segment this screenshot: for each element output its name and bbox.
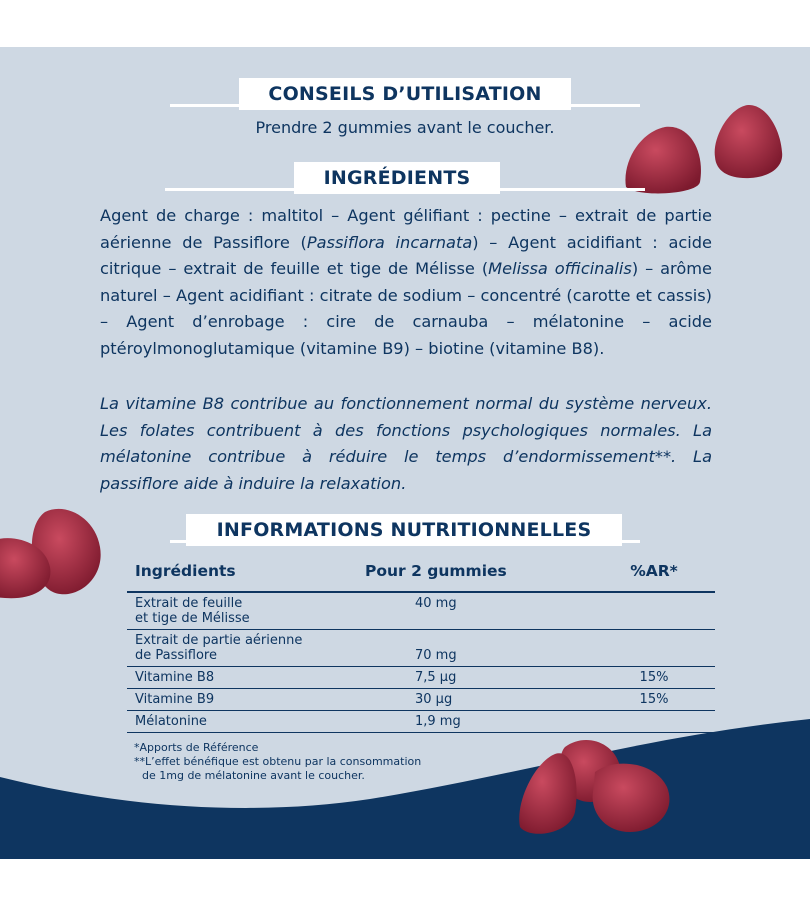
health-claims: La vitamine B8 contribue au fonctionnement normal du système nerveux. Les folates contribuent à des fonctions psychologiques normales. La mélatonine contribue à réduire le temps d’endormissement**. La passiflore aide à induire la relaxation.: [100, 394, 712, 493]
ingredient-name: Extrait de partie aérienne de Passiflore: [127, 630, 365, 667]
ingredient-ar: [585, 630, 715, 667]
column-header-ar: %AR*: [585, 557, 715, 592]
footnote: *Apports de Référence: [134, 741, 259, 754]
ingredient-name: Extrait de feuille et tige de Mélisse: [127, 592, 365, 630]
nutrition-title: INFORMATIONS NUTRITIONNELLES: [186, 514, 622, 546]
ingredients-list: [100, 203, 712, 362]
usage-section-header: [0, 78, 810, 108]
ingredient-name: Vitamine B8: [127, 667, 365, 689]
ingredient-ar: 15%: [585, 667, 715, 689]
ingredient-ar: [585, 592, 715, 630]
ingredient-name: Vitamine B9: [127, 689, 365, 711]
ingredient-name: Mélatonine: [127, 711, 365, 733]
table-row: [127, 711, 715, 733]
ingredients-section-header: [0, 162, 810, 192]
footnote: **L’effet bénéfique est obtenu par la consommation: [134, 755, 422, 768]
column-header-ingredients: Ingrédients: [127, 557, 365, 592]
ingredient-amount: 30 µg: [365, 689, 585, 711]
ingredients-title: INGRÉDIENTS: [294, 162, 500, 194]
ingredients-text: Agent de charge : maltitol – Agent gélifiant : pectine – extrait de partie aérienne de Passiflore (: [100, 206, 712, 252]
ingredients-text: ) – Agent acidifiant : acide citrique – extrait de feuille et tige de Mélisse (: [100, 232, 712, 278]
table-row: [127, 667, 715, 689]
ingredient-ar: [585, 711, 715, 733]
table-row: [127, 689, 715, 711]
ingredients-latin-name: Passiflora incarnata: [306, 232, 473, 252]
ingredient-amount: 40 mg: [365, 592, 585, 630]
nutrition-table: [127, 557, 715, 733]
ingredients-text: ) – arôme naturel – Agent acidifiant : citrate de sodium – concentré (carotte et cassis) – Agent d’enrobage : cire de carnauba – mélatonine – acide ptéroylmonoglutamique (vitamine B9) – biotine (vitamine B8).: [100, 259, 712, 358]
column-header-amount: Pour 2 gummies: [365, 557, 585, 592]
ingredient-ar: 15%: [585, 689, 715, 711]
ingredient-amount: 70 mg: [365, 630, 585, 667]
table-row: [127, 592, 715, 630]
label-panel: [0, 47, 810, 859]
footnotes: [134, 741, 421, 783]
ingredient-amount: 1,9 mg: [365, 711, 585, 733]
gummy-image-bottom-right: [515, 732, 680, 842]
table-row: [127, 630, 715, 667]
usage-text: Prendre 2 gummies avant le coucher.: [255, 118, 555, 137]
usage-title: CONSEILS D’UTILISATION: [239, 78, 571, 110]
footnote: de 1mg de mélatonine avant le coucher.: [142, 769, 365, 782]
table-header-row: [127, 557, 715, 592]
nutrition-section-header: [0, 514, 810, 544]
ingredient-amount: 7,5 µg: [365, 667, 585, 689]
ingredients-latin-name: Melissa officinalis: [488, 259, 632, 278]
